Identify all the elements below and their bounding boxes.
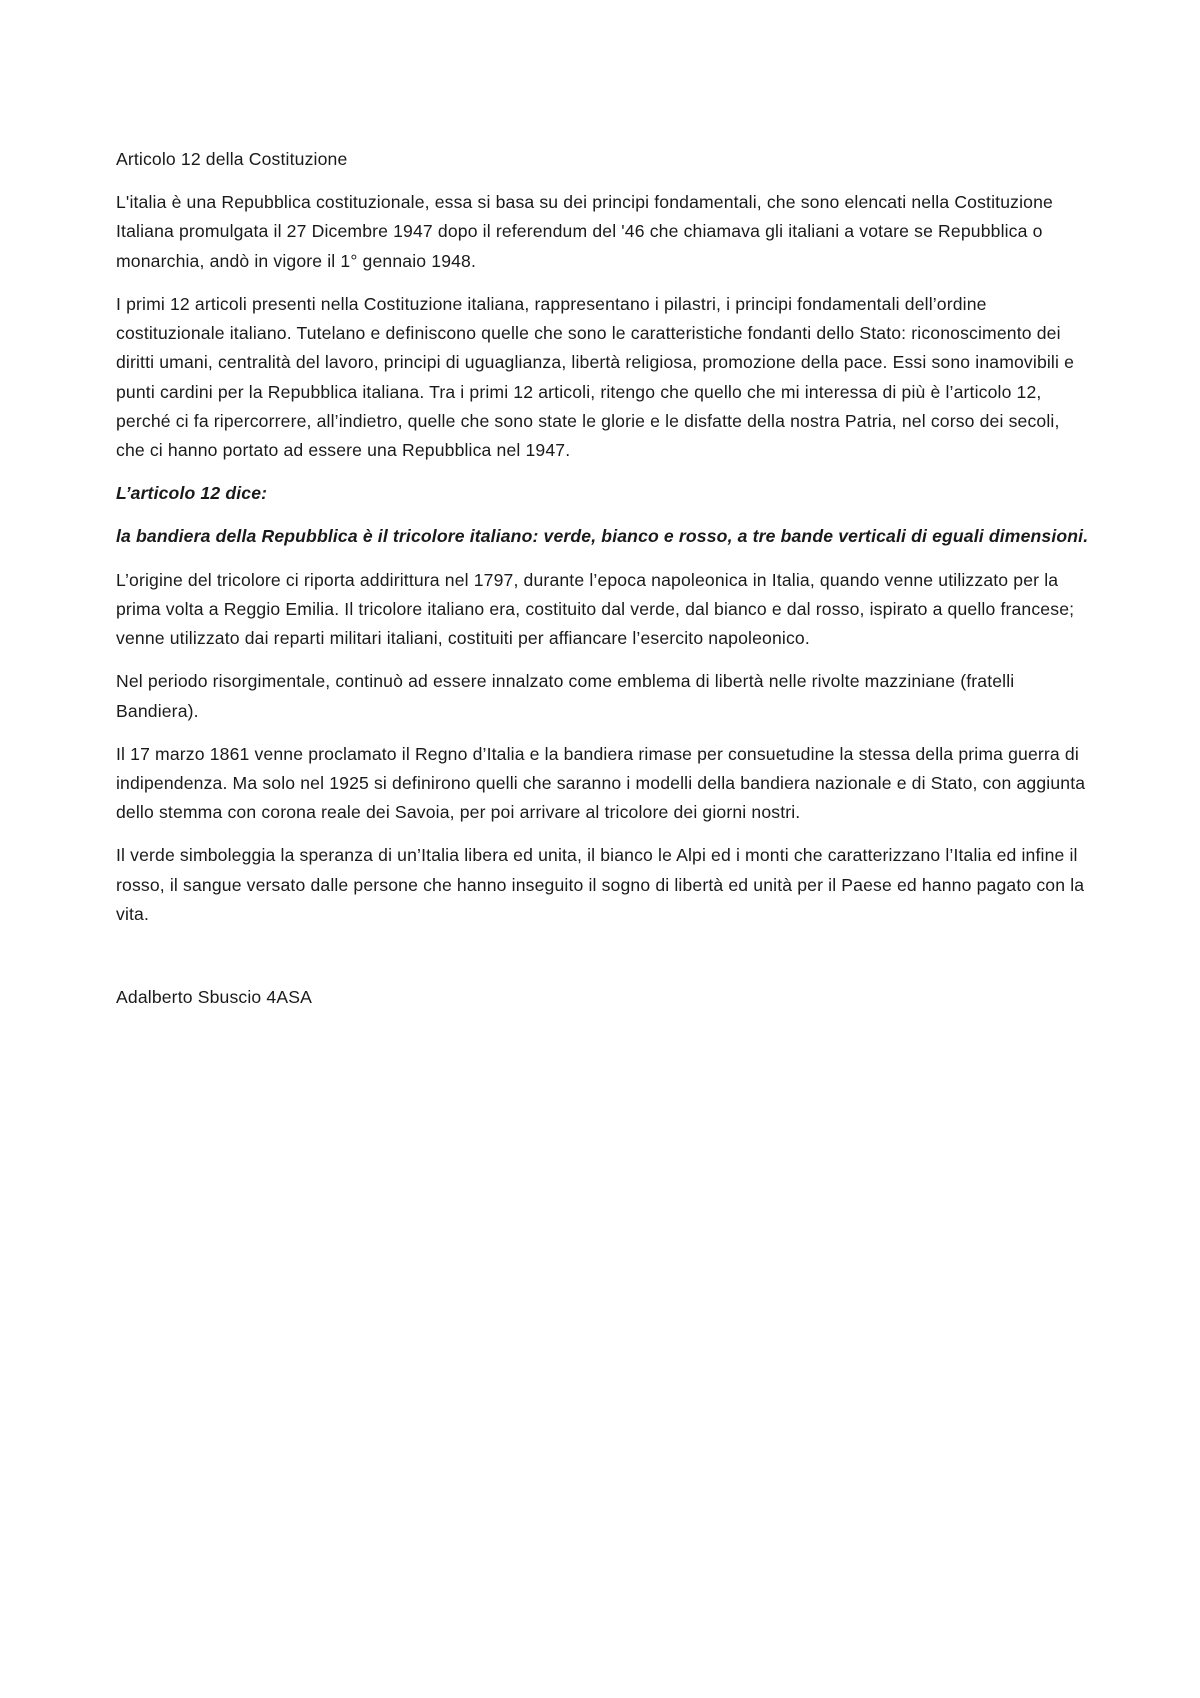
- article-quote: la bandiera della Repubblica è il tricolore italiano: verde, bianco e rosso, a tre bande verticali di eguali dimensioni.: [116, 526, 1089, 547]
- paragraph-intro: L'italia è una Repubblica costituzionale, essa si basa su dei principi fondamentali, che sono elencati nella Costituzione Italiana promulgata il 27 Dicembre 1947 dopo il referendum del '46 che chiamava gli italiani a votare se Repubblica o monarchia, andò in vigore il 1° gennaio 1948.: [116, 192, 1053, 271]
- document-page: [116, 145, 1091, 1026]
- paragraph-symbolism: Il verde simboleggia la speranza di un’Italia libera ed unita, il bianco le Alpi ed i monti che caratterizzano l’Italia ed infine il rosso, il sangue versato dalle persone che hanno inseguito il sogno di libertà ed unità per il Paese ed hanno pagato con la vita.: [116, 845, 1085, 924]
- paragraph-first-articles: I primi 12 articoli presenti nella Costituzione italiana, rappresentano i pilastri, i principi fondamentali dell’ordine costituzionale italiano. Tutelano e definiscono quelle che sono le caratteristiche fondanti dello Stato: riconoscimento dei diritti umani, centralità del lavoro, principi di uguaglianza, libertà religiosa, promozione della pace. Essi sono inamovibili e punti cardini per la Repubblica italiana. Tra i primi 12 articoli, ritengo che quello che mi interessa di più è l’articolo 12, perché ci fa ripercorrere, all’indietro, quelle che sono state le glorie e le disfatte della nostra Patria, nel corso dei secoli, che ci hanno portato ad essere una Repubblica nel 1947.: [116, 293, 1075, 461]
- document-title: Articolo 12 della Costituzione: [116, 149, 348, 169]
- quote-intro: L’articolo 12 dice:: [116, 483, 268, 504]
- paragraph-regno: Il 17 marzo 1861 venne proclamato il Regno d’Italia e la bandiera rimase per consuetudine la stessa della prima guerra di indipendenza. Ma solo nel 1925 si definirono quelli che saranno i modelli della bandiera nazionale e di Stato, con aggiunta dello stemma con corona reale dei Savoia, per poi arrivare al tricolore dei giorni nostri.: [116, 743, 1086, 823]
- paragraph-risorgimento: Nel periodo risorgimentale, continuò ad essere innalzato come emblema di libertà nelle rivolte mazziniane (fratelli Bandiera).: [116, 671, 1015, 721]
- paragraph-origin: L’origine del tricolore ci riporta addirittura nel 1797, durante l’epoca napoleonica in Italia, quando venne utilizzato per la prima volta a Reggio Emilia. Il tricolore italiano era, costituito dal verde, dal bianco e dal rosso, ispirato a quello francese; venne utilizzato dai reparti militari italiani, costituiti per affiancare l’esercito napoleonico.: [116, 569, 1075, 649]
- author-signature: Adalberto Sbuscio 4ASA: [116, 987, 312, 1008]
